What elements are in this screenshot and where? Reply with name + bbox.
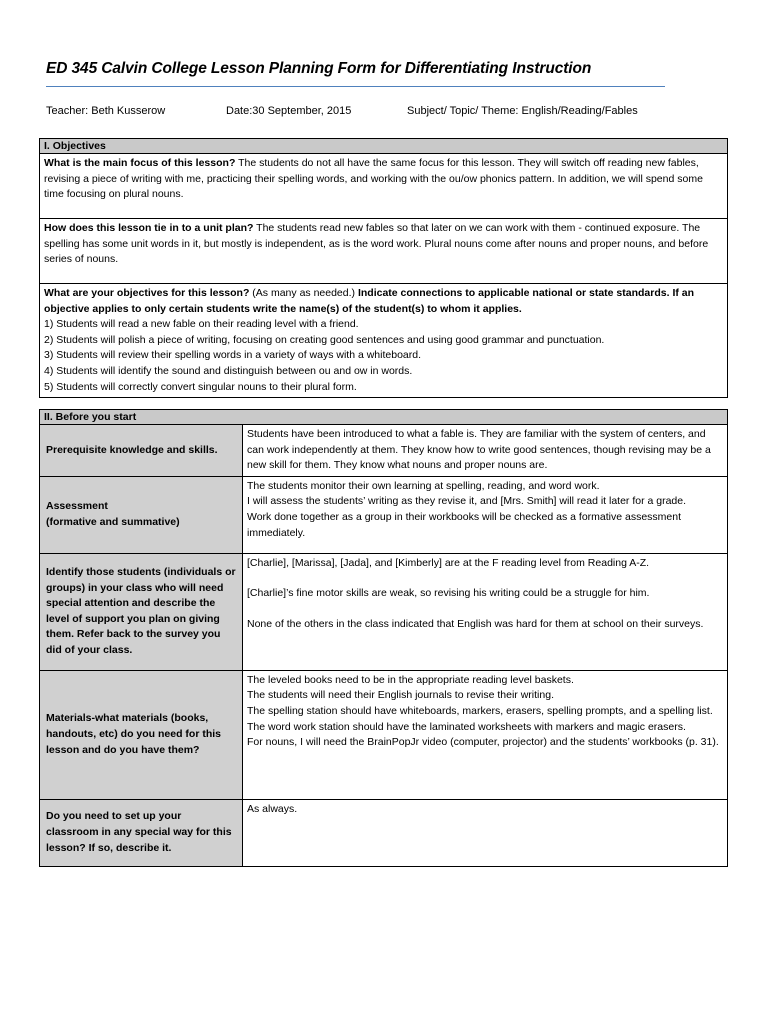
objective-item: 3) Students will review their spelling words in a variety of ways with a whiteboard. xyxy=(44,349,422,362)
special-attention-line: [Charlie], [Marissa], [Jada], and [Kimberly] are at the F reading level from Reading A-Z. xyxy=(247,556,650,569)
focus-answer: The students do not all have the same focus for this lesson. They will switch off reading new fables, revising a piece of writing with me, practicing their spelling words, and working with the ou/ow phonics pattern. In addition, we will spend some time focusing on plural nouns. xyxy=(44,157,703,201)
special-attention-label: Identify those students (individuals or groups) in your class who will need special attention and describe the level of support you plan on giving them. Refer back to the survey you did of your class. xyxy=(40,553,243,670)
objectives-note: If an objective applies to only certain students write the name(s) of the student(s) to whom it applies. xyxy=(44,287,695,315)
prereq-label: Prerequisite knowledge and skills. xyxy=(40,425,243,477)
materials-line: The students will need their English journals to revise their writing. xyxy=(247,689,554,702)
before-heading: II. Before you start xyxy=(40,410,728,425)
focus-cell xyxy=(40,154,728,219)
assessment-line: Work done together as a group in their workbooks will be checked as a formative assessment immediately. xyxy=(247,510,682,539)
assessment-label xyxy=(40,476,243,553)
special-attention-text xyxy=(243,553,728,670)
prereq-text: Students have been introduced to what a fable is. They are familiar with the system of centers, and can work independently at them. They know how to write good sentences, though revising may be a new skill for them. They know what nouns and proper nouns are. xyxy=(243,425,728,477)
assessment-line: I will assess the students’ writing as they revise it, and [Mrs. Smith] will read it later for a grade. xyxy=(247,495,687,508)
materials-line: For nouns, I will need the BrainPopJr video (computer, projector) and the students’ workbooks (p. 31). xyxy=(247,736,719,749)
assessment-text xyxy=(243,476,728,553)
assessment-label-line: Assessment xyxy=(46,500,108,513)
focus-question: What is the main focus of this lesson? xyxy=(44,157,236,169)
teacher-field: Teacher: Beth Kusserow xyxy=(46,105,166,117)
materials-line: The spelling station should have whiteboards, markers, erasers, spelling prompts, and a spelling list. xyxy=(247,704,713,717)
materials-line: The word work station should have the laminated worksheets with markers and magic erasers. xyxy=(247,720,686,733)
assessment-label-line: (formative and summative) xyxy=(46,515,180,528)
unit-plan-cell xyxy=(40,219,728,284)
standards-question: Indicate connections to applicable national or state standards. xyxy=(357,287,670,299)
unit-plan-question: How does this lesson tie in to a unit plan? xyxy=(44,222,254,234)
special-attention-line: [Charlie]’s fine motor skills are weak, so revising his writing could be a struggle for him. xyxy=(247,587,650,600)
page-title: ED 345 Calvin College Lesson Planning Form for Differentiating Instruction xyxy=(46,60,592,77)
objective-item: 4) Students will identify the sound and distinguish between ou and ow in words. xyxy=(44,364,413,377)
title-divider xyxy=(46,86,665,87)
assessment-line: The students monitor their own learning at spelling, reading, and word work. xyxy=(247,479,600,492)
objectives-heading: I. Objectives xyxy=(40,139,728,154)
objectives-cell xyxy=(40,284,728,398)
subject-field: Subject/ Topic/ Theme: English/Reading/Fables xyxy=(407,105,638,117)
objective-item: 5) Students will correctly convert singular nouns to their plural form. xyxy=(44,380,357,393)
objective-item: 1) Students will read a new fable on their reading level with a friend. xyxy=(44,318,359,331)
date-field: Date:30 September, 2015 xyxy=(226,105,352,117)
objectives-question: What are your objectives for this lesson? xyxy=(44,287,250,299)
classroom-setup-text: As always. xyxy=(243,799,728,866)
objectives-table xyxy=(39,138,728,398)
materials-line: The leveled books need to be in the appropriate reading level baskets. xyxy=(247,673,574,686)
objective-item: 2) Students will polish a piece of writing, focusing on creating good sentences and using good grammar and punctuation. xyxy=(44,333,605,346)
materials-text xyxy=(243,670,728,799)
objectives-paren: (As many as needed.) xyxy=(249,287,358,299)
unit-plan-answer: The students read new fables so that later on we can work with them - continued exposure. The spelling has some unit words in it, but mostly is independent, as is the word work. Plural nouns come after nouns and proper nouns, and before series of nouns. xyxy=(44,222,709,266)
special-attention-line: None of the others in the class indicated that English was hard for them at school on their surveys. xyxy=(247,617,704,630)
materials-label: Materials-what materials (books, handouts, etc) do you need for this lesson and do you have them? xyxy=(40,670,243,799)
classroom-setup-label: Do you need to set up your classroom in any special way for this lesson? If so, describe it. xyxy=(40,799,243,866)
before-you-start-table xyxy=(39,409,728,867)
